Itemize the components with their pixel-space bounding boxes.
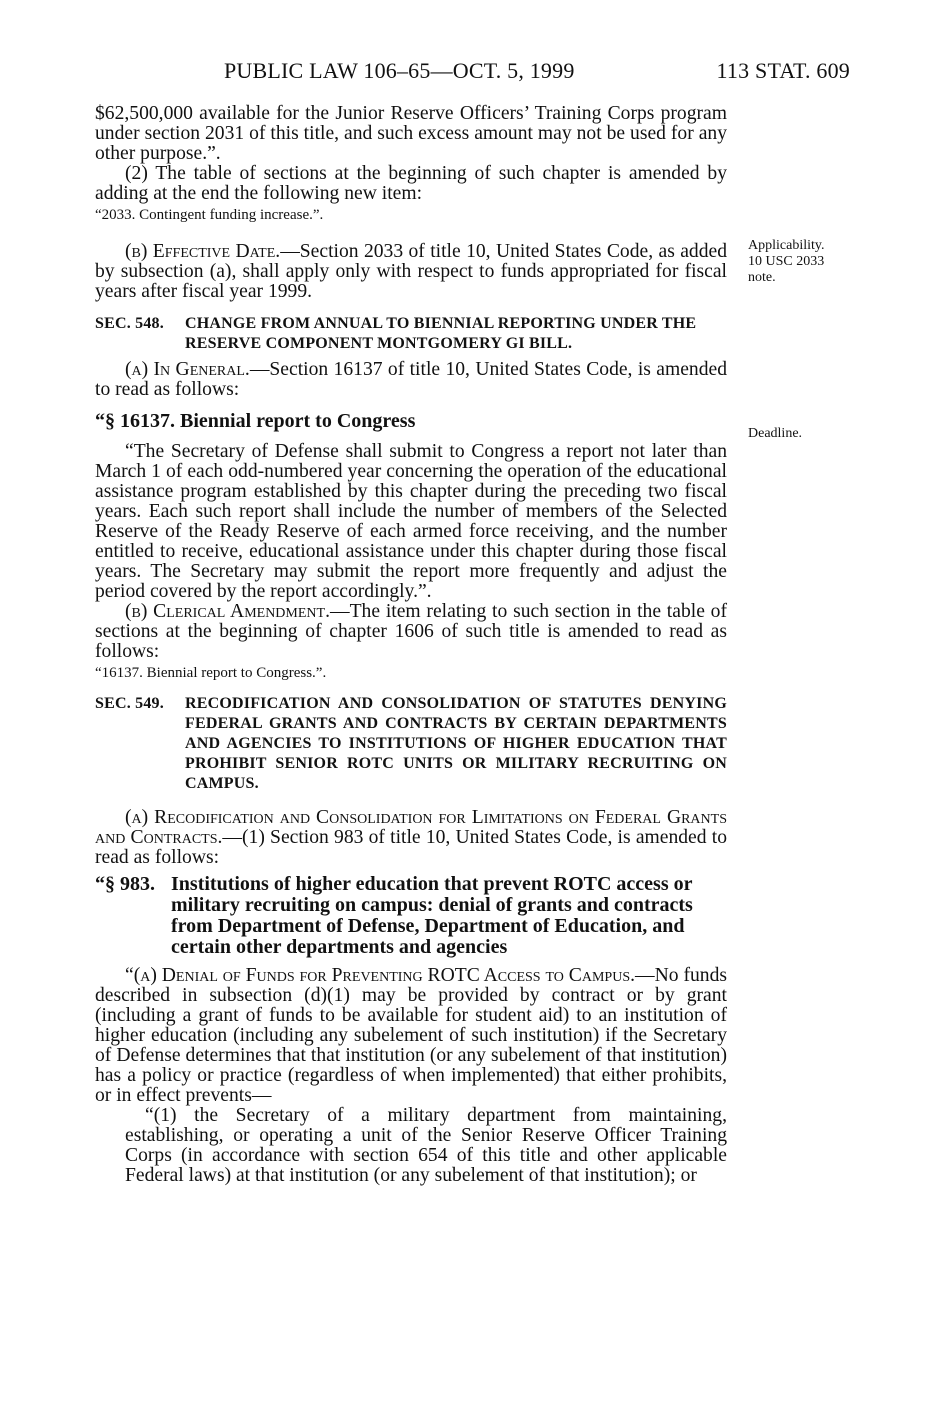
section-549-heading — [95, 694, 727, 794]
in-general-label: (a) In General. — [125, 359, 250, 380]
table-item-16137: “16137. Biennial report to Congress.”. — [95, 665, 327, 681]
section-549-title: RECODIFICATION AND CONSOLIDATION OF STATUTES DENYING FEDERAL GRANTS AND CONTRACTS BY CERTAIN DEPARTMENTS AND AGENCIES TO INSTITUTIONS OF HIGHER EDUCATION THAT PROHIBIT SENIOR ROTC UNITS OR MILITARY RECRUITING ON CAMPUS. — [185, 695, 727, 792]
table-item-2033: “2033. Contingent funding increase.”. — [95, 207, 324, 223]
section-548-heading — [95, 314, 727, 354]
recodification-text: —(1) Section 983 of title 10, United States Code, is amended to read as follows: — [95, 827, 727, 868]
margin-note-applicability — [748, 238, 824, 286]
denial-of-funds-label: “(a) Denial of Funds for Preventing ROTC Access to Campus. — [125, 965, 636, 986]
page-header — [224, 58, 850, 86]
denial-of-funds-text: —No funds described in subsection (d)(1) may be provided by contract or by grant (including a grant of funds to be available for student aid) to an institution of higher education (including any subelement of such institution) if the Secretary of Defense determines that that institution (or any subelement of that institution) has a policy or practice (regardless of when implemented) that either prohibits, or in effect prevents— — [95, 965, 727, 1106]
section-983-heading — [95, 874, 727, 958]
margin-applicability-line-2: 10 USC 2033 — [748, 254, 825, 269]
section-548-number: SEC. 548. — [95, 315, 164, 332]
paragraph-clause-1: “(1) the Secretary of a military department from maintaining, establishing, or operating a unit of the Senior Reserve Officer Training Corps (in accordance with section 654 of this title and other applicable Federal laws) at that institution (or any subelement of that institution); or — [125, 1105, 727, 1186]
paragraph-2: (2) The table of sections at the beginning of such chapter is amended by adding at the end the following new item: — [95, 163, 727, 204]
page-body — [95, 104, 727, 1186]
clerical-amendment-text: —The item relating to such section in the table of sections at the beginning of chapter 1606 of such title is amended to read as follows: — [95, 601, 727, 662]
paragraph-clerical-amendment — [95, 602, 727, 662]
paragraph-in-general — [95, 360, 727, 400]
recodification-label: (a) Recodification and Consolidation for Limitations on Federal Grants and Contracts. — [95, 807, 727, 848]
paragraph-16137-text: “The Secretary of Defense shall submit to Congress a report not later than March 1 of each odd-numbered year concerning the operation of the educational assistance program established by this chapter during the preceding two fiscal years. Each such report shall include the number of members of the Selected Reserve of the Ready Reserve of each armed force receiving, and the number entitled to receive, educational assistance under this chapter during those fiscal years. The Secretary may submit the report more frequently and adjust the period covered by the report accordingly.”. — [95, 441, 727, 602]
section-16137-heading: “§ 16137. Biennial report to Congress — [95, 410, 416, 432]
header-page-number: 113 STAT. 609 — [716, 58, 850, 83]
margin-applicability-line-3: note. — [748, 270, 776, 285]
in-general-text: —Section 16137 of title 10, United States Code, is amended to read as follows: — [95, 359, 727, 400]
clerical-amendment-label: (b) Clerical Amendment. — [125, 601, 330, 622]
section-548-title: CHANGE FROM ANNUAL TO BIENNIAL REPORTING UNDER THE RESERVE COMPONENT MONTGOMERY GI BILL. — [185, 315, 697, 352]
paragraph-recodification — [95, 808, 727, 868]
paragraph-effective-date — [95, 242, 727, 302]
paragraph-denial-of-funds — [95, 966, 727, 1106]
margin-note-deadline: Deadline. — [748, 426, 803, 441]
effective-date-label: (b) Effective Date. — [125, 241, 281, 262]
section-549-number: SEC. 549. — [95, 695, 164, 712]
paragraph-continuation: $62,500,000 available for the Junior Reserve Officers’ Training Corps program under section 2031 of this title, and such excess amount may not be used for any other purpose.”. — [95, 103, 727, 164]
margin-applicability-line-1: Applicability. — [748, 238, 825, 253]
section-983-title: Institutions of higher education that prevent ROTC access or military recruiting on campus: denial of grants and contracts from Department of Defense, Department of Education, and certain other departments and agencies — [171, 873, 693, 958]
header-title: PUBLIC LAW 106–65—OCT. 5, 1999 — [224, 58, 575, 83]
effective-date-text: —Section 2033 of title 10, United States Code, as added by subsection (a), shall apply only with respect to funds appropriated for fiscal years after fiscal year 1999. — [95, 241, 728, 302]
section-983-number: “§ 983. — [95, 873, 155, 895]
